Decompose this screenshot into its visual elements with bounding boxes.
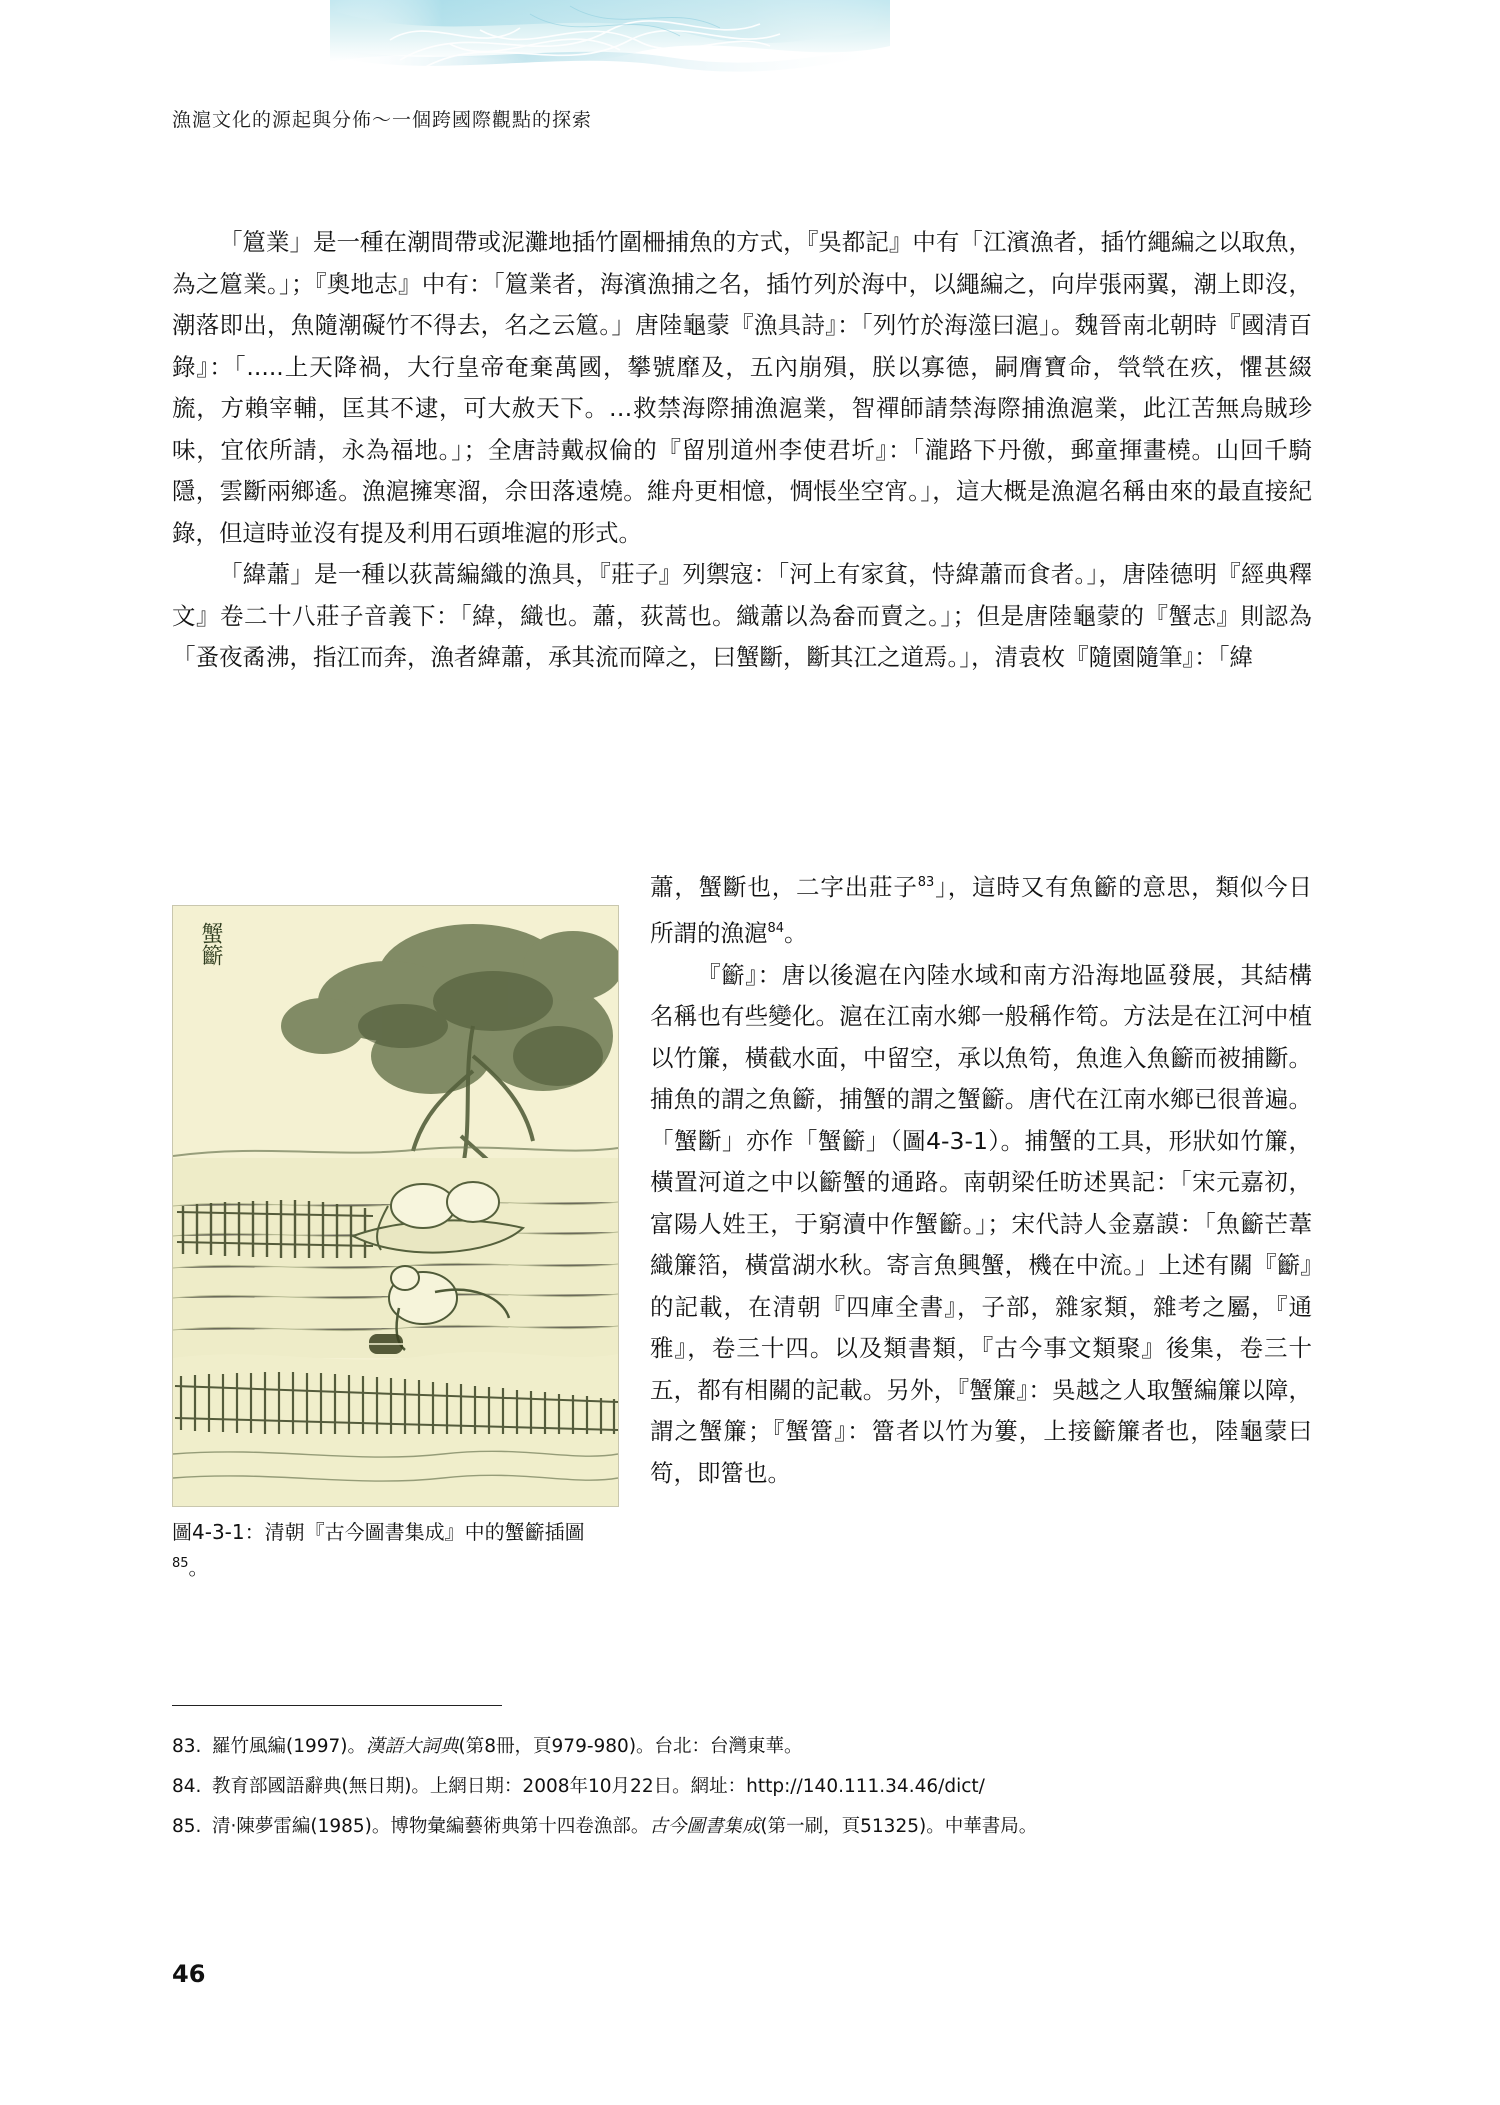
footnote-divider xyxy=(172,1705,502,1706)
figure-block xyxy=(172,905,617,1584)
crab-weir-illustration xyxy=(173,906,618,1506)
footnote-text-post: (第一刷，頁51325)。中華書局。 xyxy=(760,1816,1038,1837)
footnote-item xyxy=(172,1770,1312,1804)
footnote-text-pre: 教育部國語辭典(無日期)。上網日期：2008年10月22日。網址：http://140.111.34.46/dict/ xyxy=(212,1776,985,1797)
footnote-text-post: (第8冊，頁979-980)。台北：台灣東華。 xyxy=(458,1736,803,1757)
paragraph-2-continued-text: 蕭，蟹斷也，二字出莊子 xyxy=(650,872,918,901)
footnote-text-italic: 漢語大詞典 xyxy=(366,1736,459,1757)
paragraph-1: 「簄業」是一種在潮間帶或泥灘地插竹圍柵捕魚的方式，『吳都記』中有「江濱漁者，插竹繩編之以取魚，為之簄業。」；『奧地志』中有：「簄業者，海濱漁捕之名，插竹列於海中，以繩編之，向岸張兩翼，潮上即沒，潮落即出，魚隨潮礙竹不得去，名之云簄。」唐陸龜蒙『漁具詩』：「列竹於海澨曰滬」。魏晉南北朝時『國清百錄』：「.....上天降禍，大行皇帝奄棄萬國，攀號靡及，五內崩殞，朕以寡德，嗣膺寶命，煢煢在疚，懼甚綴旒，方賴宰輔，匡其不逮，可大赦天下。…救禁海際捕漁滬業，智禪師請禁海際捕漁滬業，此江苦無烏賊珍味，宜依所請，永為福地。」；全唐詩戴叔倫的『留別道州李使君圻』：「瀧路下丹徼，郵童揮畫橈。山回千騎隱，雲斷兩鄉遙。漁滬擁寒溜，佘田落遠燒。維舟更相憶，惆悵坐空宵。」，這大概是漁滬名稱由來的最直接紀錄，但這時並沒有提及利用石頭堆滬的形式。 xyxy=(172,228,1312,547)
footnote-text xyxy=(212,1770,1312,1804)
paragraph-3: 『籪』：唐以後滬在內陸水域和南方沿海地區發展，其結構名稱也有些變化。滬在江南水鄉一般稱作笱。方法是在江河中植以竹簾，橫截水面，中留空，承以魚笱，魚進入魚籪而被捕斷。捕魚的謂之魚籪，捕蟹的謂之蟹籪。唐代在江南水鄉已很普遍。「蟹斷」亦作「蟹籪」（圖4-3-1）。捕蟹的工具，形狀如竹簾，橫置河道之中以籪蟹的通路。南朝梁任昉述異記：「宋元嘉初，富陽人姓王，于窮瀆中作蟹籪。」；宋代詩人金嘉謨：「魚籪芒葦織簾箔，橫當湖水秋。寄言魚興蟹，機在中流。」上述有關『籪』的記載，在清朝『四庫全書』，子部，雜家類，雜考之屬，『通雅』，卷三十四。以及類書類，『古今事文類聚』後集，卷三十五，都有相關的記載。另外，『蟹簾』：吳越之人取蟹編簾以障，謂之蟹簾；『蟹簹』：簹者以竹为簍，上接籪簾者也，陸龜蒙曰笱，即簹也。 xyxy=(650,960,1312,1487)
footnote-number: 85. xyxy=(172,1816,202,1837)
wrapped-text-column xyxy=(650,862,1312,1494)
decorative-header-banner xyxy=(330,0,890,105)
main-text-column xyxy=(172,222,1312,679)
footnote-ref-84: 84 xyxy=(767,921,785,937)
paragraph-2-continued-tail-2: 。 xyxy=(784,919,808,948)
footnote-text xyxy=(212,1730,1312,1764)
footnote-text xyxy=(212,1810,1312,1844)
paragraph-2-continued xyxy=(650,862,1312,955)
footnote-ref-83: 83 xyxy=(917,875,935,890)
figure-caption xyxy=(172,1517,617,1584)
figure-caption-tail: 。 xyxy=(188,1555,209,1580)
figure-inner-label-text: 蟹籪 xyxy=(198,922,223,966)
banner-artwork xyxy=(330,0,890,105)
footnote-item xyxy=(172,1730,1312,1764)
footnote-text-italic: 古今圖書集成 xyxy=(649,1816,761,1837)
paragraph-2-continued-tail: 」，這時又有魚籪的意思，類似今日所謂的漁滬 xyxy=(650,872,1313,948)
footnote-number: 83. xyxy=(172,1736,202,1757)
footnote-item xyxy=(172,1810,1312,1844)
figure-caption-text: 圖4-3-1：清朝『古今圖書集成』中的蟹籪插圖 xyxy=(172,1520,585,1544)
paragraph-2: 「緯蕭」是一種以荻蒿編織的漁具，『莊子』列禦寇：「河上有家貧，恃緯蕭而食者。」，唐陸德明『經典釋文』卷二十八莊子音義下：「緯，織也。蕭，荻蒿也。織蕭以為畚而賣之。」；但是唐陸龜蒙的『蟹志』則認為「蚤夜矞沸，指江而奔，漁者緯蕭，承其流而障之，曰蟹斷，斷其江之道焉。」，清袁枚『隨園隨筆』：「緯 xyxy=(172,560,1312,671)
footnote-text-pre: 清‧陳夢雷編(1985)。博物彙編藝術典第十四卷漁部。 xyxy=(212,1816,650,1837)
footnote-list xyxy=(172,1730,1312,1850)
figure-image xyxy=(172,905,619,1507)
figure-caption-footnote-ref: 85 xyxy=(172,1556,189,1571)
page-number: 46 xyxy=(172,1960,206,1988)
footnote-text-pre: 羅竹風編(1997)。 xyxy=(212,1736,367,1757)
running-header-title: 漁滬文化的源起與分佈～一個跨國際觀點的探索 xyxy=(172,109,593,131)
footnote-number: 84. xyxy=(172,1776,202,1797)
